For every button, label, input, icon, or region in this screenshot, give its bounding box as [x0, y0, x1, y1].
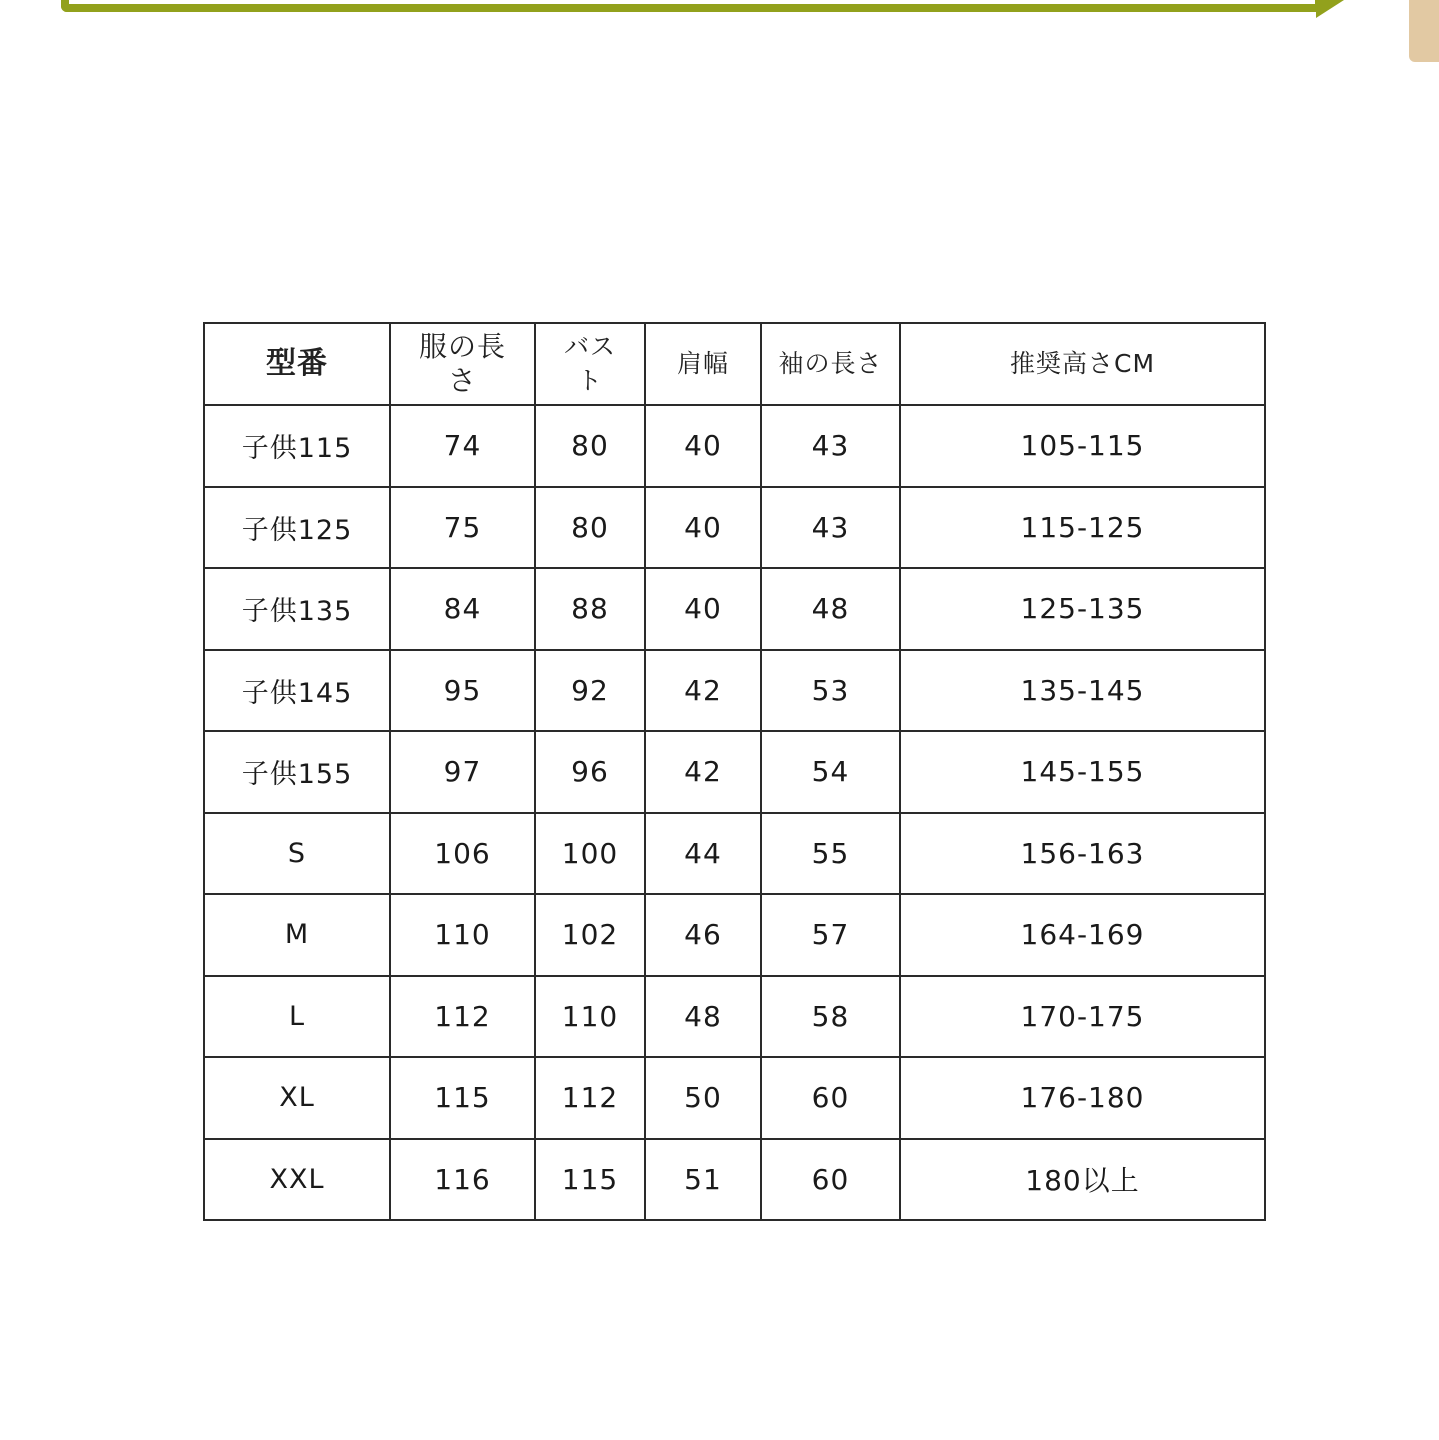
cell-shoulder: 46 — [645, 894, 761, 976]
table-row — [204, 731, 1265, 813]
header-recommended-height: 推奨高さCM — [900, 323, 1265, 405]
size-chart-table — [203, 322, 1266, 1221]
cell-shoulder: 42 — [645, 731, 761, 813]
cell-bust: 102 — [535, 894, 645, 976]
cell-height: 105-115 — [900, 405, 1265, 487]
cell-shoulder: 42 — [645, 650, 761, 732]
cell-bust: 115 — [535, 1139, 645, 1221]
cell-bust: 88 — [535, 568, 645, 650]
cell-bust: 110 — [535, 976, 645, 1058]
table-header-row — [204, 323, 1265, 405]
cell-model: XL — [204, 1057, 390, 1139]
cell-bust: 112 — [535, 1057, 645, 1139]
cell-model: XXL — [204, 1139, 390, 1221]
cell-sleeve: 55 — [761, 813, 900, 895]
header-length: 服の長さ — [390, 323, 535, 405]
cell-model: 子供155 — [204, 731, 390, 813]
cell-length: 75 — [390, 487, 535, 569]
table-row — [204, 976, 1265, 1058]
table-row — [204, 568, 1265, 650]
cell-height: 115-125 — [900, 487, 1265, 569]
cell-shoulder: 44 — [645, 813, 761, 895]
cell-bust: 80 — [535, 487, 645, 569]
table-row — [204, 1139, 1265, 1221]
cell-model: S — [204, 813, 390, 895]
cell-height: 176-180 — [900, 1057, 1265, 1139]
cell-sleeve: 60 — [761, 1139, 900, 1221]
cell-length: 112 — [390, 976, 535, 1058]
header-bust: バスト — [535, 323, 645, 405]
cell-model: 子供145 — [204, 650, 390, 732]
cell-length: 115 — [390, 1057, 535, 1139]
table-row — [204, 650, 1265, 732]
cell-height: 125-135 — [900, 568, 1265, 650]
cell-model: 子供125 — [204, 487, 390, 569]
side-tab — [1409, 0, 1439, 62]
cell-bust: 92 — [535, 650, 645, 732]
cell-model: L — [204, 976, 390, 1058]
cell-length: 84 — [390, 568, 535, 650]
cell-sleeve: 48 — [761, 568, 900, 650]
table-row — [204, 894, 1265, 976]
cell-height: 135-145 — [900, 650, 1265, 732]
cell-sleeve: 57 — [761, 894, 900, 976]
cell-sleeve: 53 — [761, 650, 900, 732]
cell-model: 子供135 — [204, 568, 390, 650]
table-row — [204, 487, 1265, 569]
cell-sleeve: 58 — [761, 976, 900, 1058]
header-shoulder: 肩幅 — [645, 323, 761, 405]
cell-length: 110 — [390, 894, 535, 976]
cell-height: 164-169 — [900, 894, 1265, 976]
cell-shoulder: 48 — [645, 976, 761, 1058]
cell-sleeve: 54 — [761, 731, 900, 813]
cell-shoulder: 40 — [645, 487, 761, 569]
header-model: 型番 — [204, 323, 390, 405]
cell-shoulder: 50 — [645, 1057, 761, 1139]
top-banner-frame — [61, 0, 1323, 12]
table-row — [204, 405, 1265, 487]
cell-length: 97 — [390, 731, 535, 813]
cell-height: 180以上 — [900, 1139, 1265, 1221]
cell-model: 子供115 — [204, 405, 390, 487]
cell-sleeve: 43 — [761, 487, 900, 569]
cell-height: 145-155 — [900, 731, 1265, 813]
table-row — [204, 1057, 1265, 1139]
cell-sleeve: 60 — [761, 1057, 900, 1139]
cell-length: 95 — [390, 650, 535, 732]
cell-shoulder: 51 — [645, 1139, 761, 1221]
cell-length: 106 — [390, 813, 535, 895]
cell-height: 156-163 — [900, 813, 1265, 895]
cell-length: 74 — [390, 405, 535, 487]
cell-height: 170-175 — [900, 976, 1265, 1058]
banner-corner-decoration — [1316, 0, 1344, 18]
cell-sleeve: 43 — [761, 405, 900, 487]
cell-bust: 96 — [535, 731, 645, 813]
cell-shoulder: 40 — [645, 405, 761, 487]
cell-length: 116 — [390, 1139, 535, 1221]
header-sleeve: 袖の長さ — [761, 323, 900, 405]
cell-bust: 80 — [535, 405, 645, 487]
cell-shoulder: 40 — [645, 568, 761, 650]
cell-bust: 100 — [535, 813, 645, 895]
cell-model: M — [204, 894, 390, 976]
table-row — [204, 813, 1265, 895]
